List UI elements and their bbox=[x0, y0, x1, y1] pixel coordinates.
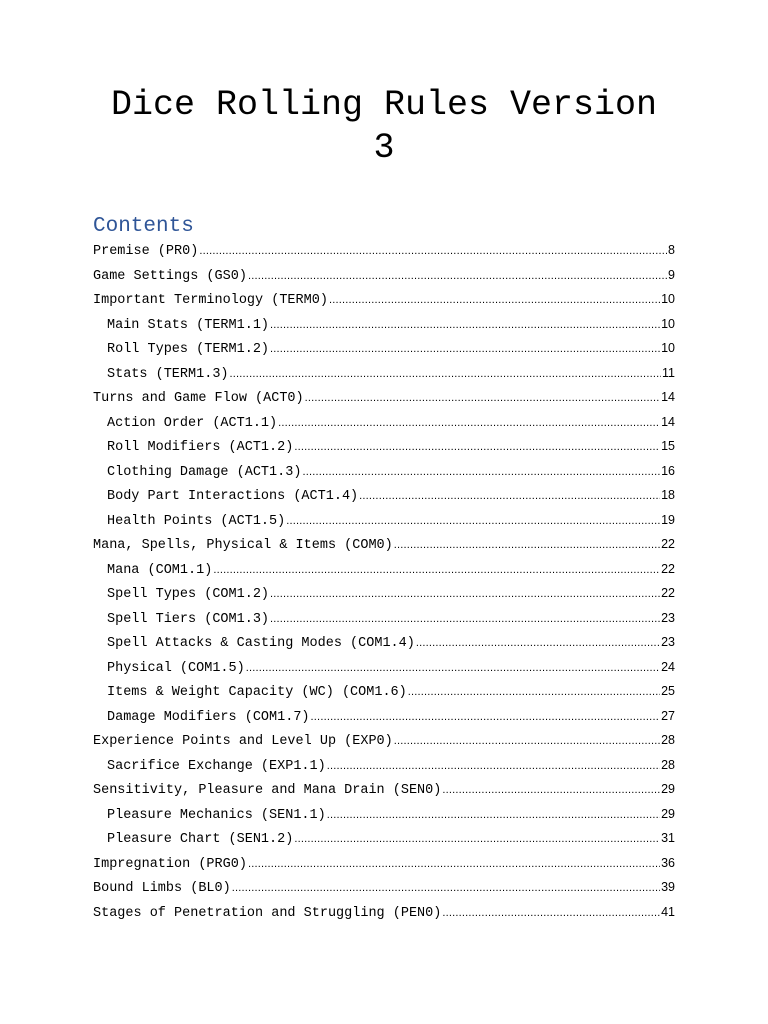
toc-entry[interactable] bbox=[93, 875, 675, 900]
toc-dot-leader bbox=[408, 680, 660, 705]
toc-entry-page-number[interactable]: 28 bbox=[661, 757, 675, 772]
toc-entry[interactable] bbox=[93, 826, 675, 851]
toc-dot-leader bbox=[359, 484, 660, 509]
toc-entry-label[interactable]: Stats (TERM1.3) bbox=[107, 366, 229, 382]
toc-entry[interactable] bbox=[93, 557, 675, 582]
toc-dot-leader bbox=[270, 582, 660, 607]
toc-entry-page-number[interactable]: 27 bbox=[661, 708, 675, 723]
toc-entry-label[interactable]: Body Part Interactions (ACT1.4) bbox=[107, 489, 359, 504]
toc-entry-page-number[interactable]: 23 bbox=[661, 635, 675, 649]
toc-heading: Contents bbox=[93, 215, 194, 238]
toc-entry-label[interactable]: Action Order (ACT1.1) bbox=[107, 415, 278, 431]
toc-dot-leader bbox=[230, 362, 661, 387]
toc-entry-label[interactable]: Turns and Game Flow (ACT0) bbox=[93, 391, 304, 406]
toc-entry-label[interactable]: Premise (PR0) bbox=[93, 244, 199, 259]
toc-entry[interactable] bbox=[93, 459, 675, 484]
toc-entry-page-number[interactable]: 14 bbox=[661, 414, 675, 429]
toc-dot-leader bbox=[270, 607, 660, 632]
toc-dot-leader bbox=[327, 754, 660, 779]
toc-entry[interactable] bbox=[93, 508, 675, 533]
toc-entry[interactable] bbox=[93, 900, 675, 925]
toc-entry-label[interactable]: Important Terminology (TERM0) bbox=[93, 293, 328, 308]
toc-entry[interactable] bbox=[93, 606, 675, 631]
toc-dot-leader bbox=[199, 239, 667, 264]
toc-entry-label[interactable]: Stages of Penetration and Struggling (PEN0) bbox=[93, 905, 442, 921]
toc-entry-page-number[interactable]: 28 bbox=[661, 733, 675, 747]
toc-dot-leader bbox=[329, 288, 660, 313]
toc-entry[interactable] bbox=[93, 263, 675, 288]
toc-entry-label[interactable]: Damage Modifiers (COM1.7) bbox=[107, 709, 310, 725]
toc-dot-leader bbox=[278, 411, 660, 436]
toc-entry-label[interactable]: Pleasure Mechanics (SEN1.1) bbox=[107, 807, 326, 823]
toc-entry-label[interactable]: Roll Modifiers (ACT1.2) bbox=[107, 440, 294, 455]
toc-entry-page-number[interactable]: 11 bbox=[662, 365, 675, 380]
toc-entry-page-number[interactable]: 24 bbox=[661, 659, 675, 674]
toc-dot-leader bbox=[246, 656, 660, 681]
toc-entry[interactable] bbox=[93, 679, 675, 704]
toc-entry-label[interactable]: Impregnation (PRG0) bbox=[93, 856, 247, 872]
toc-entry-label[interactable]: Items & Weight Capacity (WC) (COM1.6) bbox=[107, 685, 407, 700]
toc-entry-label[interactable]: Spell Attacks & Casting Modes (COM1.4) bbox=[107, 636, 415, 651]
toc-dot-leader bbox=[294, 827, 660, 852]
toc-entry-label[interactable]: Main Stats (TERM1.1) bbox=[107, 317, 270, 333]
toc-entry-page-number[interactable]: 15 bbox=[661, 439, 675, 453]
toc-entry-page-number[interactable]: 19 bbox=[661, 512, 675, 527]
toc-dot-leader bbox=[294, 435, 660, 460]
toc-dot-leader bbox=[213, 558, 660, 583]
toc-entry-label[interactable]: Clothing Damage (ACT1.3) bbox=[107, 464, 302, 480]
table-of-contents bbox=[93, 238, 675, 924]
toc-entry[interactable] bbox=[93, 655, 675, 680]
toc-entry[interactable] bbox=[93, 753, 675, 778]
toc-entry[interactable] bbox=[93, 434, 675, 459]
toc-dot-leader bbox=[394, 729, 660, 754]
toc-entry[interactable] bbox=[93, 630, 675, 655]
toc-entry[interactable] bbox=[93, 336, 675, 361]
toc-entry[interactable] bbox=[93, 581, 675, 606]
toc-entry-page-number[interactable]: 22 bbox=[661, 586, 675, 600]
toc-entry-page-number[interactable]: 18 bbox=[661, 488, 675, 502]
toc-entry-page-number[interactable]: 10 bbox=[661, 292, 675, 306]
toc-entry[interactable] bbox=[93, 287, 675, 312]
toc-entry[interactable] bbox=[93, 728, 675, 753]
toc-entry-page-number[interactable]: 23 bbox=[661, 610, 675, 625]
toc-entry-label[interactable]: Pleasure Chart (SEN1.2) bbox=[107, 832, 294, 847]
toc-entry-label[interactable]: Mana (COM1.1) bbox=[107, 562, 213, 578]
toc-entry-page-number[interactable]: 9 bbox=[668, 267, 675, 282]
toc-entry-page-number[interactable]: 36 bbox=[661, 855, 675, 870]
toc-dot-leader bbox=[286, 509, 660, 534]
toc-entry-page-number[interactable]: 10 bbox=[661, 316, 675, 331]
toc-entry-page-number[interactable]: 29 bbox=[661, 806, 675, 821]
toc-entry-label[interactable]: Experience Points and Level Up (EXP0) bbox=[93, 734, 393, 749]
toc-entry[interactable] bbox=[93, 238, 675, 263]
toc-entry-label[interactable]: Bound Limbs (BL0) bbox=[93, 881, 231, 896]
toc-dot-leader bbox=[302, 460, 660, 485]
toc-entry-label[interactable]: Spell Types (COM1.2) bbox=[107, 587, 270, 602]
toc-entry[interactable] bbox=[93, 361, 675, 386]
toc-entry[interactable] bbox=[93, 483, 675, 508]
toc-entry[interactable] bbox=[93, 802, 675, 827]
toc-dot-leader bbox=[442, 901, 660, 926]
toc-entry[interactable] bbox=[93, 777, 675, 802]
toc-dot-leader bbox=[442, 778, 660, 803]
toc-entry-page-number[interactable]: 39 bbox=[661, 880, 675, 894]
toc-entry[interactable] bbox=[93, 385, 675, 410]
toc-entry-label[interactable]: Roll Types (TERM1.2) bbox=[107, 342, 270, 357]
toc-dot-leader bbox=[270, 313, 660, 338]
toc-dot-leader bbox=[270, 337, 660, 362]
toc-dot-leader bbox=[248, 852, 660, 877]
toc-entry-page-number[interactable]: 22 bbox=[661, 537, 675, 551]
toc-entry[interactable] bbox=[93, 704, 675, 729]
toc-dot-leader bbox=[394, 533, 660, 558]
toc-entry-page-number[interactable]: 31 bbox=[661, 831, 675, 845]
toc-entry[interactable] bbox=[93, 851, 675, 876]
toc-dot-leader bbox=[232, 876, 660, 901]
document-title: Dice Rolling Rules Version 3 bbox=[110, 85, 658, 168]
toc-entry-label[interactable]: Health Points (ACT1.5) bbox=[107, 513, 286, 529]
toc-entry-label[interactable]: Sacrifice Exchange (EXP1.1) bbox=[107, 758, 326, 774]
toc-entry-label[interactable]: Mana, Spells, Physical & Items (COM0) bbox=[93, 538, 393, 553]
toc-dot-leader bbox=[248, 264, 667, 289]
toc-entry-page-number[interactable]: 22 bbox=[661, 561, 675, 576]
toc-entry[interactable] bbox=[93, 532, 675, 557]
toc-dot-leader bbox=[311, 705, 661, 730]
toc-dot-leader bbox=[327, 803, 660, 828]
toc-entry-page-number[interactable]: 14 bbox=[661, 390, 675, 404]
toc-entry-label[interactable]: Spell Tiers (COM1.3) bbox=[107, 611, 270, 627]
toc-entry[interactable] bbox=[93, 312, 675, 337]
toc-dot-leader bbox=[305, 386, 660, 411]
toc-entry-page-number[interactable]: 41 bbox=[661, 904, 675, 919]
toc-entry-page-number[interactable]: 16 bbox=[661, 463, 675, 478]
toc-entry-page-number[interactable]: 8 bbox=[668, 243, 675, 257]
toc-entry-label[interactable]: Physical (COM1.5) bbox=[107, 660, 245, 676]
toc-entry-label[interactable]: Game Settings (GS0) bbox=[93, 268, 247, 284]
toc-entry-page-number[interactable]: 29 bbox=[661, 782, 675, 796]
toc-entry[interactable] bbox=[93, 410, 675, 435]
toc-entry-page-number[interactable]: 10 bbox=[661, 341, 675, 355]
toc-dot-leader bbox=[416, 631, 660, 656]
toc-entry-label[interactable]: Sensitivity, Pleasure and Mana Drain (SEN0) bbox=[93, 783, 442, 798]
toc-entry-page-number[interactable]: 25 bbox=[661, 684, 675, 698]
